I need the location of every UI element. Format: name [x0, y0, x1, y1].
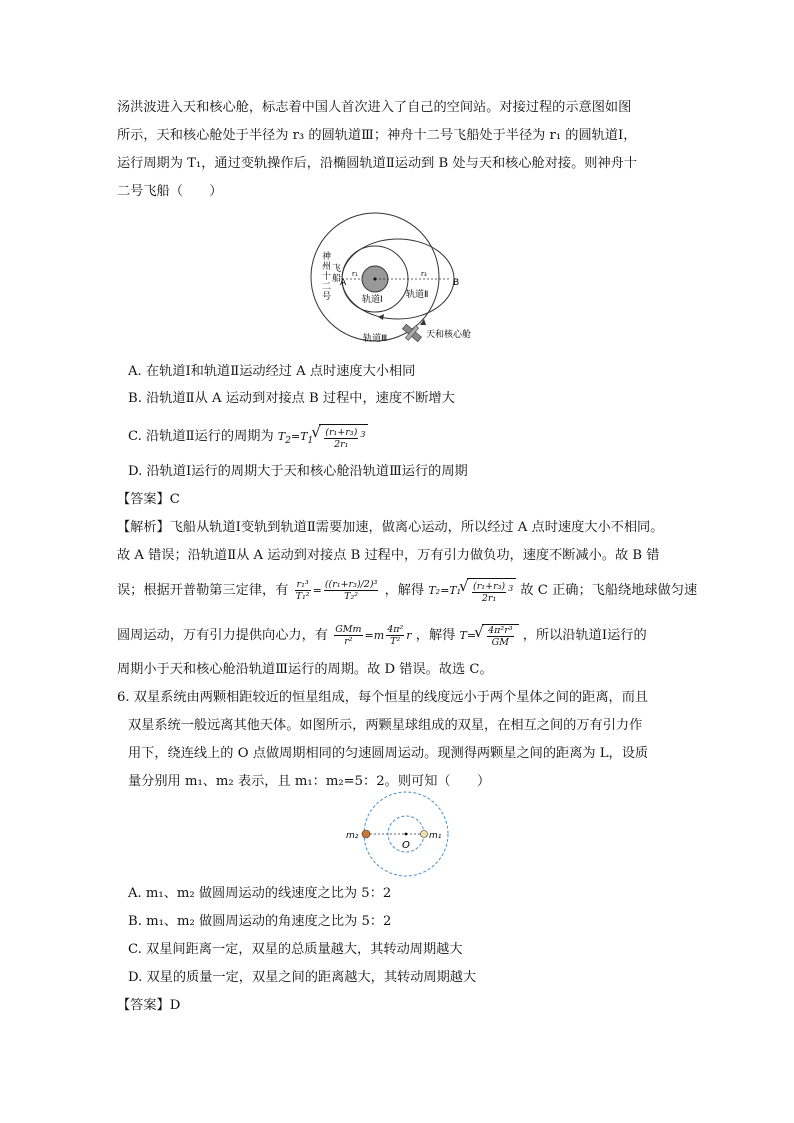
analysis-line-4c: ，所以沿轨道Ⅰ运行的 [522, 628, 647, 643]
q6-line-1: 6. 双星系统由两颗相距较近的恒星组成，每个恒星的线度远小于两个星体之间的距离，而且 [117, 690, 649, 705]
option-D: D. 沿轨道Ⅰ运行的周期大于天和核心舱沿轨道Ⅲ运行的周期 [128, 464, 468, 479]
O-label: O [402, 840, 410, 851]
star-m2 [362, 830, 370, 838]
q6-line-2: 双星系统一般远离其他天体。如图所示，两颗星球组成的双星，在相互之间的万有引力作 [128, 718, 643, 733]
center-O [405, 833, 408, 836]
ship-label-2: 飞船 [332, 264, 342, 284]
analysis-line-3b: ，解得 [384, 583, 425, 599]
analysis-line-5: 周期小于天和核心舱沿轨道Ⅲ运行的周期。故 D 错误。故选 C。 [117, 662, 493, 677]
analysis-line-1: 【解析】飞船从轨道Ⅰ变轨到轨道Ⅱ需要加速，做离心运动，所以经过 A 点时速度大小不相同。 [117, 520, 664, 535]
q6-option-A: A. m₁、m₂ 做圆周运动的线速度之比为 5：2 [128, 886, 392, 901]
orbit-3-label: 轨道Ⅲ [363, 334, 388, 344]
q6-option-B: B. m₁、m₂ 做圆周运动的角速度之比为 5：2 [128, 914, 392, 929]
stem-line-2: 所示，天和核心舱处于半径为 r₃ 的圆轨道Ⅲ；神舟十二号飞船处于半径为 r₁ 的圆轨道Ⅰ， [117, 128, 637, 143]
analysis-line-3c: 故 C 正确；飞船绕地球做匀速 [520, 583, 698, 599]
r1-label: r₁ [352, 270, 358, 278]
orbit-diagram [300, 205, 500, 345]
binary-star-diagram [340, 790, 460, 880]
period-result: T= √ $\frac{\text{4π²r³}}{GM}$ [460, 629, 519, 642]
analysis-line-4b: ，解得 [415, 628, 456, 643]
option-C [128, 424, 368, 451]
orbit-2-arrow [378, 314, 384, 320]
analysis-line-4: 圆周运动，万有引力提供向心力，有 $\frac{\text{GMm}}{\text{r²}}$ =m $\frac{\text{4π²}}{\text{T²}}$ r ，解得 T= √ $\frac{\text{4π²r³}}{GM}$ ，所以沿轨道Ⅰ运行的 [117, 624, 647, 648]
r3-label: r₃ [421, 270, 427, 278]
q6-line-3: 用下，绕连线上的 O 点做周期相同的匀速圆周运动。现测得两颗星之间的距离为 L，设质 [128, 746, 649, 761]
kepler-formula: $\frac{\text{r₁³}}{\text{T₁²}}$ [295, 579, 310, 603]
kepler-formula-rhs: $\frac{\text{((r₁+r₃)/2)³}}{\text{T₂²}}$ [324, 579, 378, 603]
point-A-label: A [340, 278, 347, 288]
t2-result: T₂=T₁ √ $\frac{\text{(r₁+r₃)}}{\text{2r₁}}$ $^3$ [428, 584, 516, 597]
stem-line-3: 运行周期为 T₁，通过变轨操作后，沿椭圆轨道Ⅱ运动到 B 处与天和核心舱对接。则神舟十 [117, 156, 638, 171]
analysis-line-3a: 误；根据开普勒第三定律，有 [117, 583, 289, 599]
q6-answer: 【答案】D [117, 998, 181, 1013]
stem-line-4: 二号飞船（ ） [117, 184, 223, 199]
analysis-line-3: 误；根据开普勒第三定律，有 $\frac{\text{r₁³}}{\text{T₁²}}$ = $\frac{\text{((r₁+r₃)/2)³}}{\text{T₂²}}$ ，解得 T₂=T₁ √ $\frac{\text{(r₁+r₃)}}{\text{2r₁}}$ $^3$ 故 C 正确；飞船绕地球做匀速 [117, 578, 697, 604]
q6-option-D: D. 双星的质量一定，双星之间的距离越大，其转动周期越大 [128, 970, 477, 985]
orbit-1-label: 轨道Ⅰ [362, 295, 383, 305]
option-C-text: C. 沿轨道Ⅱ运行的周期为 [128, 429, 274, 445]
option-A: A. 在轨道Ⅰ和轨道Ⅱ运动经过 A 点时速度大小相同 [128, 364, 416, 379]
analysis-line-2: 故 A 错误；沿轨道Ⅱ从 A 运动到对接点 B 过程中，万有引力做负功，速度不断减小。故 B 错 [117, 548, 660, 563]
point-B-label: B [453, 278, 460, 288]
q5-answer: 【答案】C [117, 492, 180, 507]
option-B: B. 沿轨道Ⅱ从 A 运动到对接点 B 过程中，速度不断增大 [128, 391, 455, 406]
m1-label: m₁ [429, 831, 442, 841]
m2-label: m₂ [346, 831, 359, 841]
analysis-line-4a: 圆周运动，万有引力提供向心力，有 [117, 628, 328, 643]
q6-line-4: 量分别用 m₁、m₂ 表示，且 m₁：m₂=5：2。则可知（ ） [128, 774, 491, 789]
option-C-formula: $T_2=T_1$ √ $\frac{\text{(r₁+r₃)}}{\text{2r₁}}$ $^3$ [278, 430, 369, 443]
orbit-2-label: 轨道Ⅱ [406, 290, 429, 300]
stem-line-1: 汤洪波进入天和核心舱，标志着中国人首次进入了自己的空间站。对接过程的示意图如图 [117, 100, 632, 115]
star-m1 [421, 831, 428, 838]
q6-option-C: C. 双星间距离一定，双星的总质量越大，其转动周期越大 [128, 942, 463, 957]
ship-label: 神州十二号 [322, 252, 332, 302]
gravity-formula: $\frac{\text{GMm}}{\text{r²}}$ [335, 624, 362, 647]
station-label: 天和核心舱 [426, 330, 472, 340]
